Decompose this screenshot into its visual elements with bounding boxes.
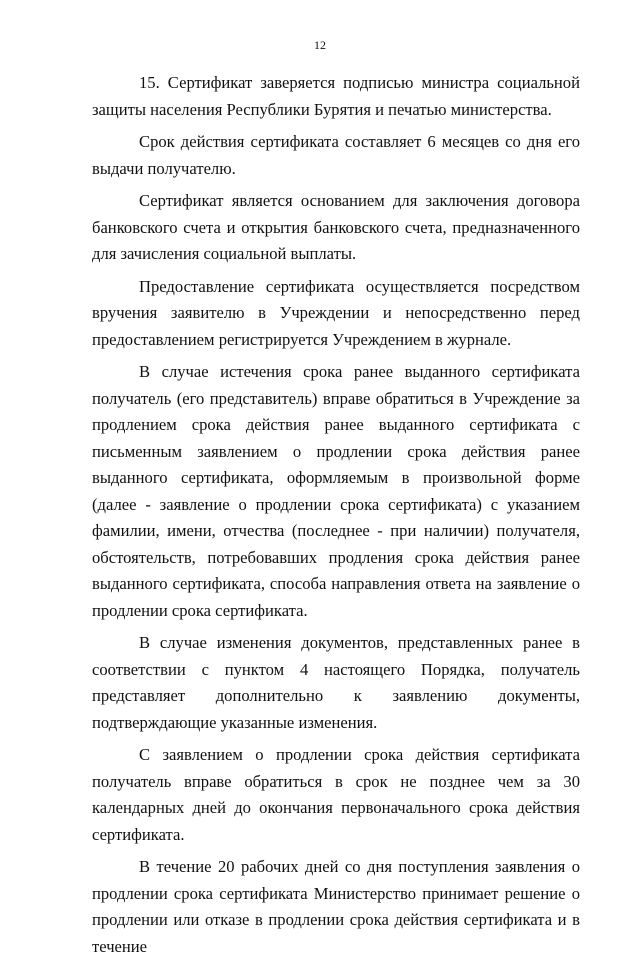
- paragraph: Срок действия сертификата составляет 6 месяцев со дня его выдачи получателю.: [92, 132, 580, 178]
- paragraph: 15. Сертификат заверяется подписью министра социальной защиты населения Республики Бурятия и печатью министерства.: [92, 73, 580, 119]
- paragraph: Сертификат является основанием для заключения договора банковского счета и открытия банковского счета, предназначенного для зачисления социальной выплаты.: [92, 191, 580, 263]
- paragraph: Предоставление сертификата осуществляется посредством вручения заявителю в Учреждении и непосредственно перед предоставлением регистрируется Учреждением в журнале.: [92, 276, 580, 349]
- paragraph: В течение 20 рабочих дней со дня поступления заявления о продлении срока сертификата Министерство принимает решение о продлении или отказе в продлении срока действия сертификата и в течение: [92, 857, 580, 956]
- paragraph: В случае истечения срока ранее выданного сертификата получатель (его представитель) вправе обратиться в Учреждение за продлением срока действия ранее выданного сертификата с письменным заявлением о продлении срока действия ранее выданного сертификата, оформляемым в произвольной форме (далее - заявление о продлении срока сертификата) с указанием фамилии, имени, отчества (последнее - при наличии) получателя, обстоятельств, потребовавших продления срока действия ранее выданного сертификата, способа направления ответа на заявление о продлении срока сертификата.: [92, 362, 580, 620]
- paragraph: С заявлением о продлении срока действия сертификата получатель вправе обратиться в срок не позднее чем за 30 календарных дней до окончания первоначального срока действия сертификата.: [92, 745, 580, 844]
- page-number: 12: [314, 38, 326, 52]
- paragraph: В случае изменения документов, представленных ранее в соответствии с пунктом 4 настоящего Порядка, получатель представляет дополнительно к заявлению документы, подтверждающие указанные изменения.: [92, 633, 580, 732]
- document-body: [92, 70, 580, 966]
